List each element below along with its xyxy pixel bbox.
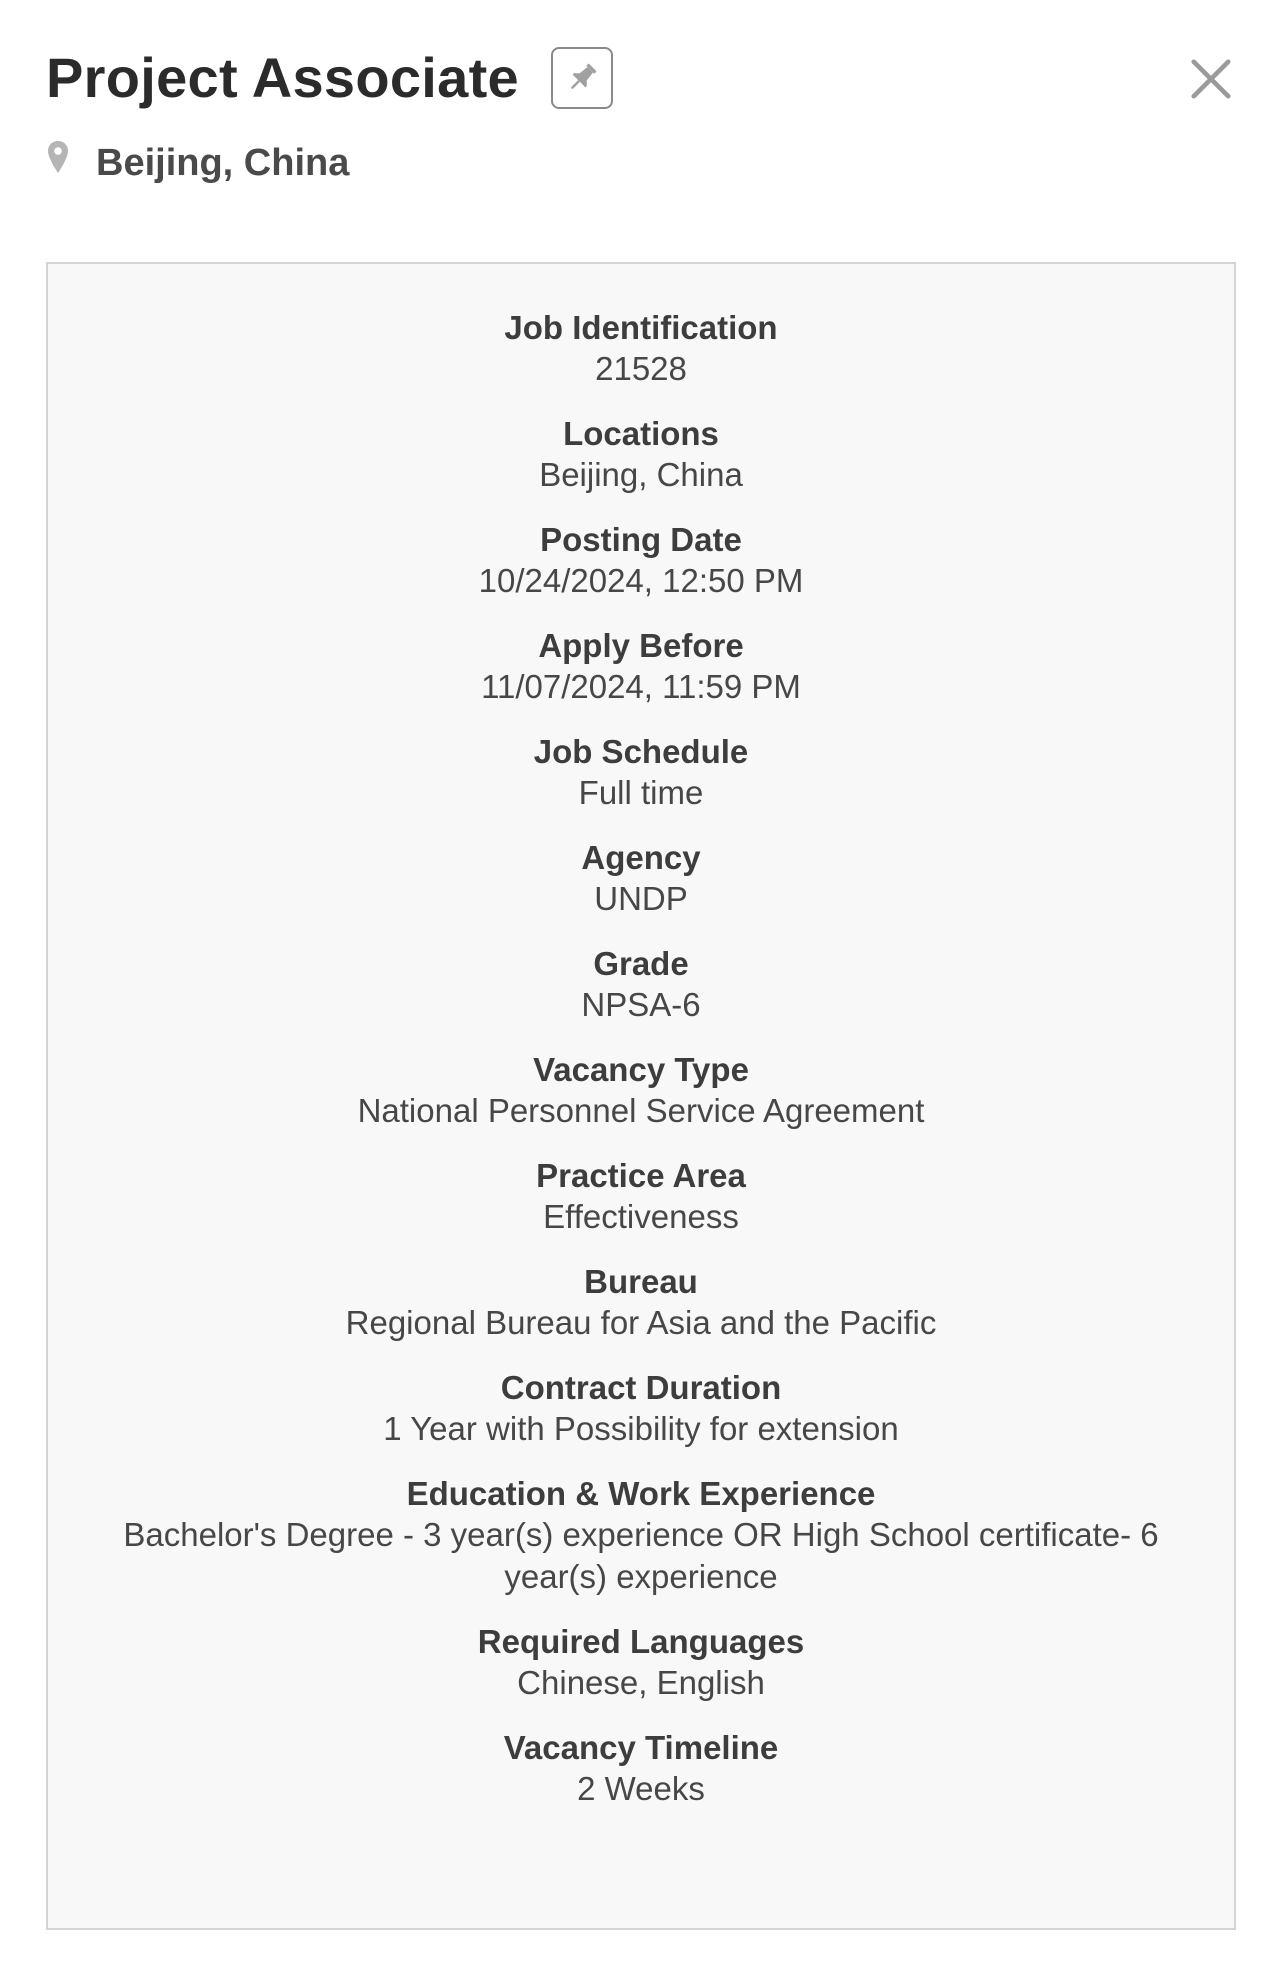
pin-icon	[564, 60, 600, 96]
map-marker-icon	[46, 140, 70, 174]
detail-required-languages	[48, 1622, 1234, 1704]
detail-practice-area	[48, 1156, 1234, 1238]
detail-value: 21528	[595, 350, 687, 387]
detail-label: Posting Date	[540, 521, 742, 558]
detail-value: Chinese, English	[517, 1664, 765, 1701]
detail-label: Job Identification	[504, 309, 778, 346]
detail-label: Required Languages	[477, 1623, 805, 1660]
detail-value: Beijing, China	[539, 456, 743, 493]
detail-label: Practice Area	[536, 1157, 746, 1194]
detail-label: Locations	[563, 415, 719, 452]
detail-label: Grade	[593, 945, 689, 982]
detail-label: Vacancy Timeline	[503, 1729, 779, 1766]
location-row	[46, 138, 1236, 188]
detail-value: National Personnel Service Agreement	[357, 1092, 925, 1129]
job-location: Beijing, China	[96, 142, 350, 184]
detail-label: Apply Before	[538, 627, 744, 664]
detail-grade	[48, 944, 1234, 1026]
close-icon	[1188, 56, 1234, 102]
detail-value: NPSA-6	[581, 986, 701, 1023]
detail-label: Bureau	[584, 1263, 698, 1300]
detail-value: Bachelor's Degree - 3 year(s) experience OR High School certificate- 6 year(s) experience	[123, 1516, 1159, 1595]
detail-education-experience	[48, 1474, 1234, 1598]
detail-value: Full time	[578, 774, 704, 811]
detail-apply-before	[48, 626, 1234, 708]
pin-button[interactable]	[551, 47, 613, 109]
detail-label: Job Schedule	[533, 733, 749, 770]
detail-locations	[48, 414, 1234, 496]
detail-label: Education & Work Experience	[406, 1475, 876, 1512]
job-title: Project Associate	[46, 46, 520, 109]
detail-label: Vacancy Type	[533, 1051, 749, 1088]
detail-value: 11/07/2024, 11:59 PM	[481, 668, 801, 705]
detail-value: 2 Weeks	[577, 1770, 705, 1807]
detail-label: Agency	[581, 839, 701, 876]
detail-vacancy-type	[48, 1050, 1234, 1132]
detail-value: 1 Year with Possibility for extension	[383, 1410, 899, 1447]
detail-value: UNDP	[594, 880, 688, 917]
detail-job-schedule	[48, 732, 1234, 814]
detail-value: Effectiveness	[543, 1198, 739, 1235]
detail-agency	[48, 838, 1234, 920]
detail-job-identification	[48, 308, 1234, 390]
detail-value: Regional Bureau for Asia and the Pacific	[345, 1304, 937, 1341]
close-button[interactable]	[1186, 54, 1236, 104]
job-details-card	[46, 262, 1236, 1930]
detail-bureau	[48, 1262, 1234, 1344]
detail-vacancy-timeline	[48, 1728, 1234, 1810]
detail-contract-duration	[48, 1368, 1234, 1450]
detail-label: Contract Duration	[500, 1369, 782, 1406]
detail-posting-date	[48, 520, 1234, 602]
title-row	[46, 40, 1236, 116]
detail-value: 10/24/2024, 12:50 PM	[478, 562, 804, 599]
job-header	[46, 40, 1236, 190]
